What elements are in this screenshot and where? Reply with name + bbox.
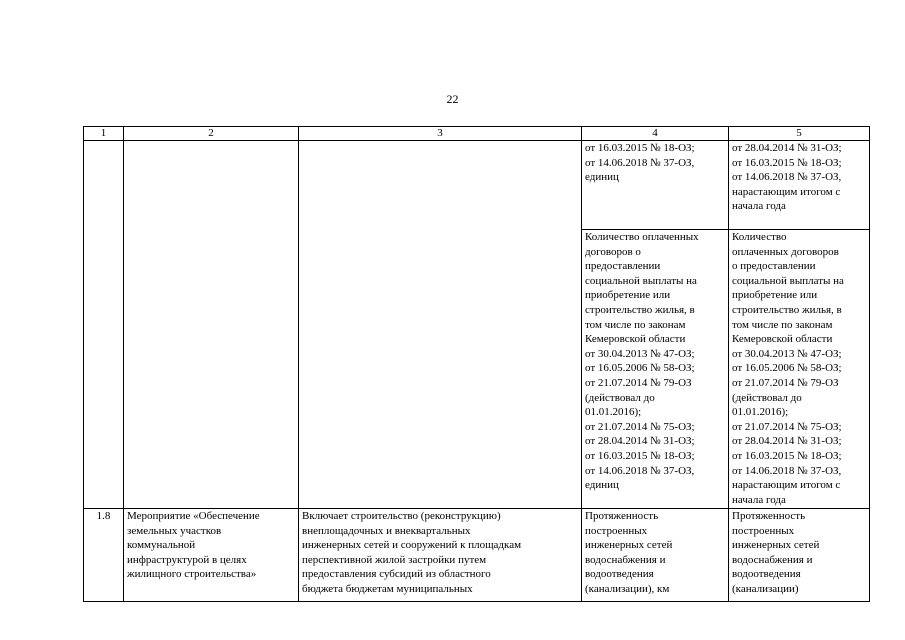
header-col-3: 3 — [299, 127, 582, 141]
measure-indicator-4: Протяженность построенных инженерных сетей водоснабжения и водоотведения (канализации), км — [582, 509, 729, 602]
cell-empty-name — [124, 141, 299, 509]
cell-empty-description — [299, 141, 582, 509]
measure-description: Включает строительство (реконструкцию) внеплощадочных и внеквартальных инженерных сетей и сооружений к площадкам перспективной жилой застройки путем предоставления субсидий из областного бюджета бюджетам муниципальных — [299, 509, 582, 602]
header-col-2: 2 — [124, 127, 299, 141]
header-col-1: 1 — [84, 127, 124, 141]
program-table — [83, 126, 870, 602]
table-row — [84, 141, 870, 230]
cell-empty-num — [84, 141, 124, 509]
cell-indicator-continued-5: от 28.04.2014 № 31-ОЗ; от 16.03.2015 № 18-ОЗ; от 14.06.2018 № 37-ОЗ, нарастающим итогом с начала года — [729, 141, 870, 230]
measure-indicator-5: Протяженность построенных инженерных сетей водоснабжения и водоотведения (канализации) — [729, 509, 870, 602]
row-number: 1.8 — [84, 509, 124, 602]
table-header-row — [84, 127, 870, 141]
cell-indicator-continued-4: от 16.03.2015 № 18-ОЗ; от 14.06.2018 № 37-ОЗ, единиц — [582, 141, 729, 230]
page-number: 22 — [446, 92, 459, 106]
measure-name: Мероприятие «Обеспечение земельных участков коммунальной инфраструктурой в целях жилищного строительства» — [124, 509, 299, 602]
table-row — [84, 509, 870, 602]
cell-indicator-paid-contracts-4: Количество оплаченных договоров о предоставлении социальной выплаты на приобретение или строительство жилья, в том числе по законам Кемеровской области от 30.04.2013 № 47-ОЗ; от 16.05.2006 № 58-ОЗ; от 21.07.2014 № 79-ОЗ (действовал до 01.01.2016); от 21.07.2014 № 75-ОЗ; от 28.04.2014 № 31-ОЗ; от 16.03.2015 № 18-ОЗ; от 14.06.2018 № 37-ОЗ, единиц — [582, 230, 729, 509]
cell-indicator-paid-contracts-5: Количество оплаченных договоров о предоставлении социальной выплаты на приобретение или строительство жилья, в том числе по законам Кемеровской области от 30.04.2013 № 47-ОЗ; от 16.05.2006 № 58-ОЗ; от 21.07.2014 № 79-ОЗ (действовал до 01.01.2016); от 21.07.2014 № 75-ОЗ; от 28.04.2014 № 31-ОЗ; от 16.03.2015 № 18-ОЗ; от 14.06.2018 № 37-ОЗ, нарастающим итогом с начала года — [729, 230, 870, 509]
header-col-4: 4 — [582, 127, 729, 141]
header-col-5: 5 — [729, 127, 870, 141]
